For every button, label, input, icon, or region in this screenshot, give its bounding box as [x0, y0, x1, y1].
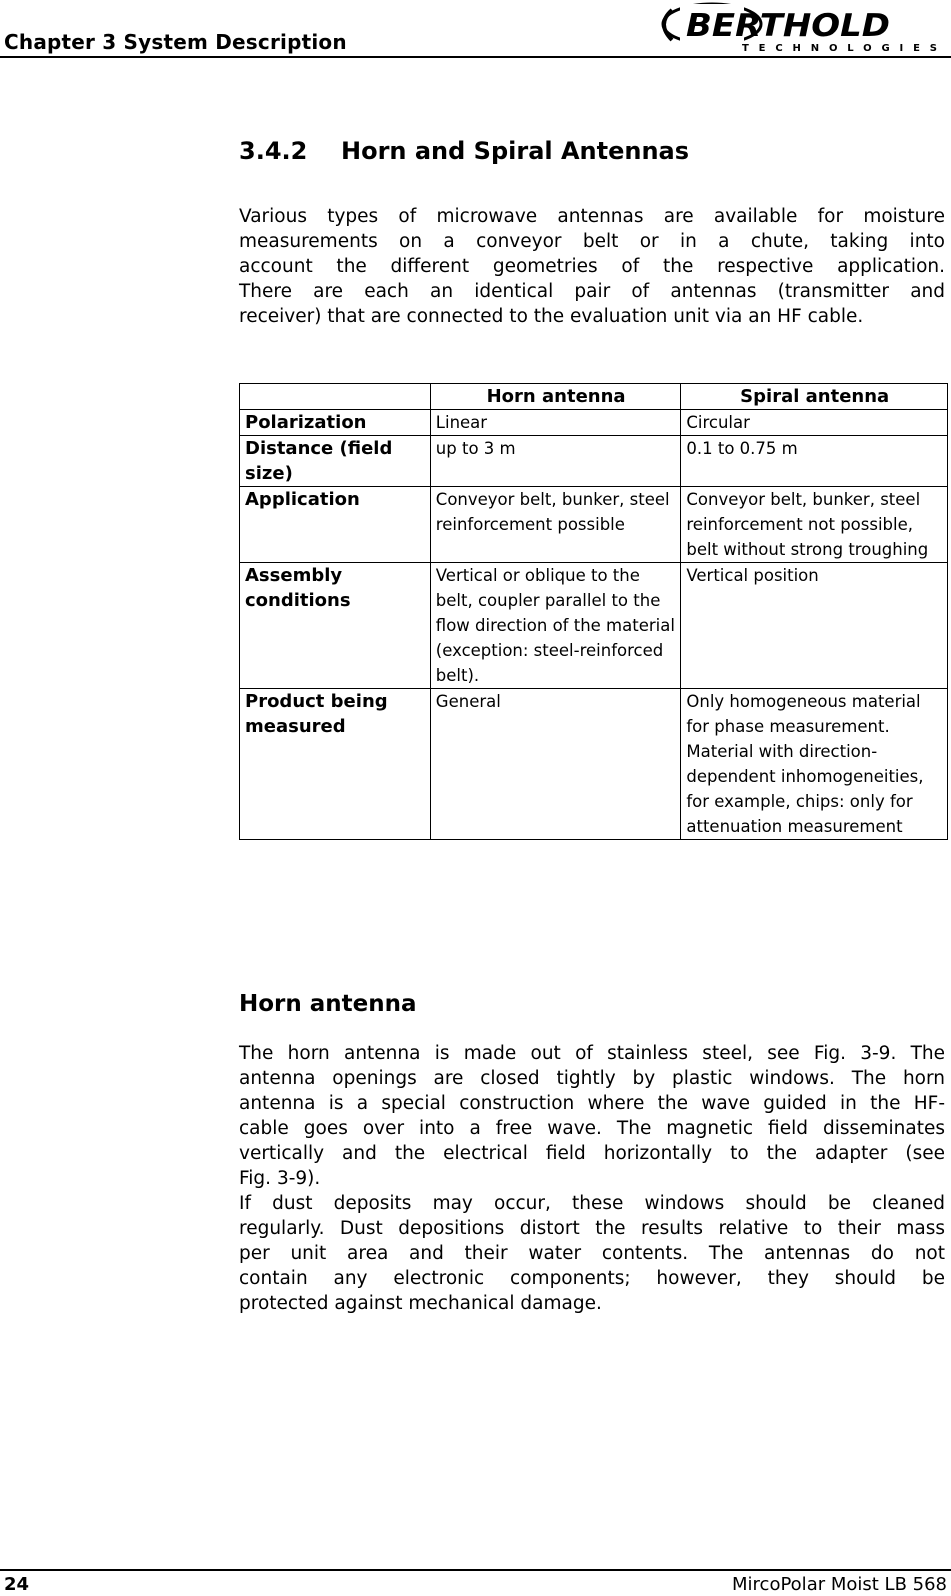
intro-line: Various types of microwave antennas are available for moisture: [239, 206, 945, 227]
row-label-polarization: Polarization: [240, 410, 431, 436]
horn-line: protected against mechanical damage.: [239, 1293, 602, 1314]
section-heading: [239, 137, 689, 165]
table-row: [240, 689, 948, 840]
page-number: 24: [4, 1574, 30, 1595]
logo-wordmark: BERTHOLD: [686, 8, 890, 44]
cell-horn: Conveyor belt, bunker, steel reinforcement possible: [430, 487, 681, 563]
horn-line: The horn antenna is made out of stainless steel, see Fig. 3-9. The: [239, 1043, 945, 1064]
table-header-spiral: Spiral antenna: [681, 384, 948, 410]
cell-spiral: Vertical position: [681, 563, 948, 689]
row-label-distance: Distance (field size): [240, 436, 431, 487]
row-label-product: Product being measured: [240, 689, 431, 840]
horn-line: cable goes over into a free wave. The magnetic field disseminates: [239, 1118, 945, 1139]
intro-line: measurements on a conveyor belt or in a chute, taking into: [239, 231, 945, 252]
intro-paragraph: [239, 204, 945, 329]
table-header-empty: [240, 384, 431, 410]
cell-spiral: Circular: [681, 410, 948, 436]
horn-line: Fig. 3-9).: [239, 1168, 321, 1189]
horn-line: If dust deposits may occur, these windows should be cleaned: [239, 1193, 945, 1214]
logo-subtext: TECHNOLOGIES: [742, 43, 937, 54]
cell-spiral: [681, 689, 948, 840]
cell-spiral-line: Material with direction-dependent inhomogeneities, for example, chips: only for attenuation measurement: [686, 742, 924, 836]
table-row: [240, 487, 948, 563]
horn-line: per unit area and their water contents. The antennas do not: [239, 1243, 945, 1264]
intro-line: account the different geometries of the respective application.: [239, 256, 945, 277]
intro-line: There are each an identical pair of antennas (transmitter and: [239, 281, 945, 302]
row-label-application: Application: [240, 487, 431, 563]
horn-line: contain any electronic components; however, they should be: [239, 1268, 945, 1289]
horn-paragraph: [239, 1041, 945, 1316]
cell-spiral: 0.1 to 0.75 m: [681, 436, 948, 487]
horn-line: regularly. Dust depositions distort the results relative to their mass: [239, 1218, 945, 1239]
chapter-title: Chapter 3 System Description: [4, 30, 347, 54]
subsection-heading: Horn antenna: [239, 991, 417, 1017]
antenna-comparison-table: [239, 383, 948, 840]
intro-line: receiver) that are connected to the evaluation unit via an HF cable.: [239, 306, 864, 327]
cell-spiral: Conveyor belt, bunker, steel reinforcement not possible, belt without strong troughing: [681, 487, 948, 563]
cell-horn: up to 3 m: [430, 436, 681, 487]
horn-line: antenna openings are closed tightly by plastic windows. The horn: [239, 1068, 945, 1089]
table-header-horn: Horn antenna: [430, 384, 681, 410]
page-header: [0, 0, 951, 58]
row-label-assembly: Assembly conditions: [240, 563, 431, 689]
header-rule: [0, 56, 951, 58]
product-name: MircoPolar Moist LB 568: [732, 1574, 947, 1595]
horn-line: vertically and the electrical field horizontally to the adapter (see: [239, 1143, 945, 1164]
footer-rule: [0, 1569, 951, 1571]
berthold-logo: [660, 0, 951, 56]
cell-spiral-line: Only homogeneous material for phase measurement.: [686, 692, 921, 736]
cell-horn: Vertical or oblique to the belt, coupler parallel to the flow direction of the material (exception: steel-reinforced belt).: [430, 563, 681, 689]
table-row: [240, 436, 948, 487]
cell-horn: Linear: [430, 410, 681, 436]
table-header-row: [240, 384, 948, 410]
table-row: [240, 410, 948, 436]
horn-line: antenna is a special construction where the wave guided in the HF-: [239, 1093, 945, 1114]
section-number: 3.4.2: [239, 137, 308, 165]
table-row: [240, 563, 948, 689]
section-title: Horn and Spiral Antennas: [341, 137, 690, 165]
cell-horn: General: [430, 689, 681, 840]
